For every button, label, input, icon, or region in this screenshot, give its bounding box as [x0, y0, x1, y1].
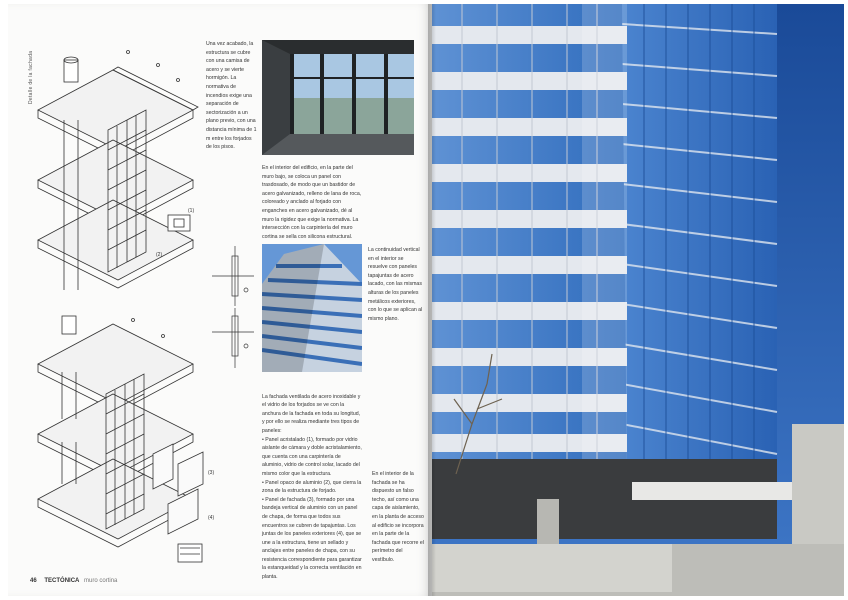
paragraph-3-column: [262, 384, 362, 596]
paragraph-1-column: [262, 164, 362, 247]
building-photo: [432, 4, 844, 596]
section-detail-drawings: [208, 246, 256, 370]
page-gutter: [428, 4, 436, 596]
paragraph-4-column: [372, 470, 424, 571]
interior-photo: [262, 40, 414, 155]
axonometric-drawing-top: [28, 40, 218, 300]
label-4: (4): [208, 515, 215, 521]
paragraph-1: En el interior del edificio, en la parte del muro bajo, se coloca un panel con trasdosado, de modo que un bastidor de acero galvanizado, relleno de lana de roca, coloreado y anclado al forjado con enganches en acero galvanizado, dé al muro la rigidez que exige la normativa. La intersección con la carpintería del muro cortina se sella con silicona estructural.: [262, 165, 362, 240]
vertical-caption: Detalle de la fachada: [28, 50, 34, 104]
page-footer: [30, 578, 117, 584]
tower-photo: [262, 244, 362, 372]
paragraph-4: En el interior de la fachada se ha dispuesto un falso techo, así como una capa de aislamiento, en la planta de acceso al edificio se incorpora en la parte de la fachada que recorre el perímetro del vestíbulo.: [372, 471, 424, 563]
page-number: 46: [30, 578, 37, 584]
left-page: [8, 4, 432, 596]
label-1: (1): [188, 208, 195, 214]
right-page-building-photo: [432, 4, 844, 596]
sidebar-paragraph: Una vez acabado, la estructura se cubre con una camisa de acero y se vierte hormigón. La normativa de incendios exige una separación de sectorización a un plano previo, con una distancia mínima de 1 m entre los forjados de los pisos.: [206, 41, 257, 151]
paragraph-2: La continuidad vertical en el interior se resuelve con paneles tapajuntas de acero lacado, con las mismas alturas de los paneles metálicos exteriores, con lo que se aplican al mismo plano.: [368, 247, 423, 322]
footer-subsection: muro cortina: [84, 578, 118, 584]
paragraph-2-column: [368, 246, 424, 329]
axonometric-drawing-bottom: [28, 314, 228, 576]
label-2: (2): [156, 252, 163, 258]
label-3: (3): [208, 470, 215, 476]
sidebar-text-column: [206, 40, 258, 158]
paragraph-3: La fachada ventilada de acero inoxidable y el vidrio de los forjados se ve con la anchura de la fachada en toda su longitud, y por ello se realiza mediante tres tipos de paneles: • Panel acristalado (1), formado por vidrio aislante de cámara y doble acristalamiento, que cuenta con una carpintería de aluminio, vidrio de control solar, lacado del mismo color que la estructura. • Panel opaco de aluminio (2), que cierra la zona de la estructura de forjado. • Panel de fachada (3), formado por una bandeja vertical de aluminio con un panel de chapa, de forma que todos sus encuentros se cubren de tapajuntas. Los juntas de los paneles exteriores (4), que se une a la estructura, tiene un sellado y anclajes entre paneles de chapa, con su resistencia correspondiente para garantizar la estanqueidad y la correcta ventilación en planta.: [262, 393, 362, 581]
footer-section: TECTÓNICA: [44, 578, 80, 584]
